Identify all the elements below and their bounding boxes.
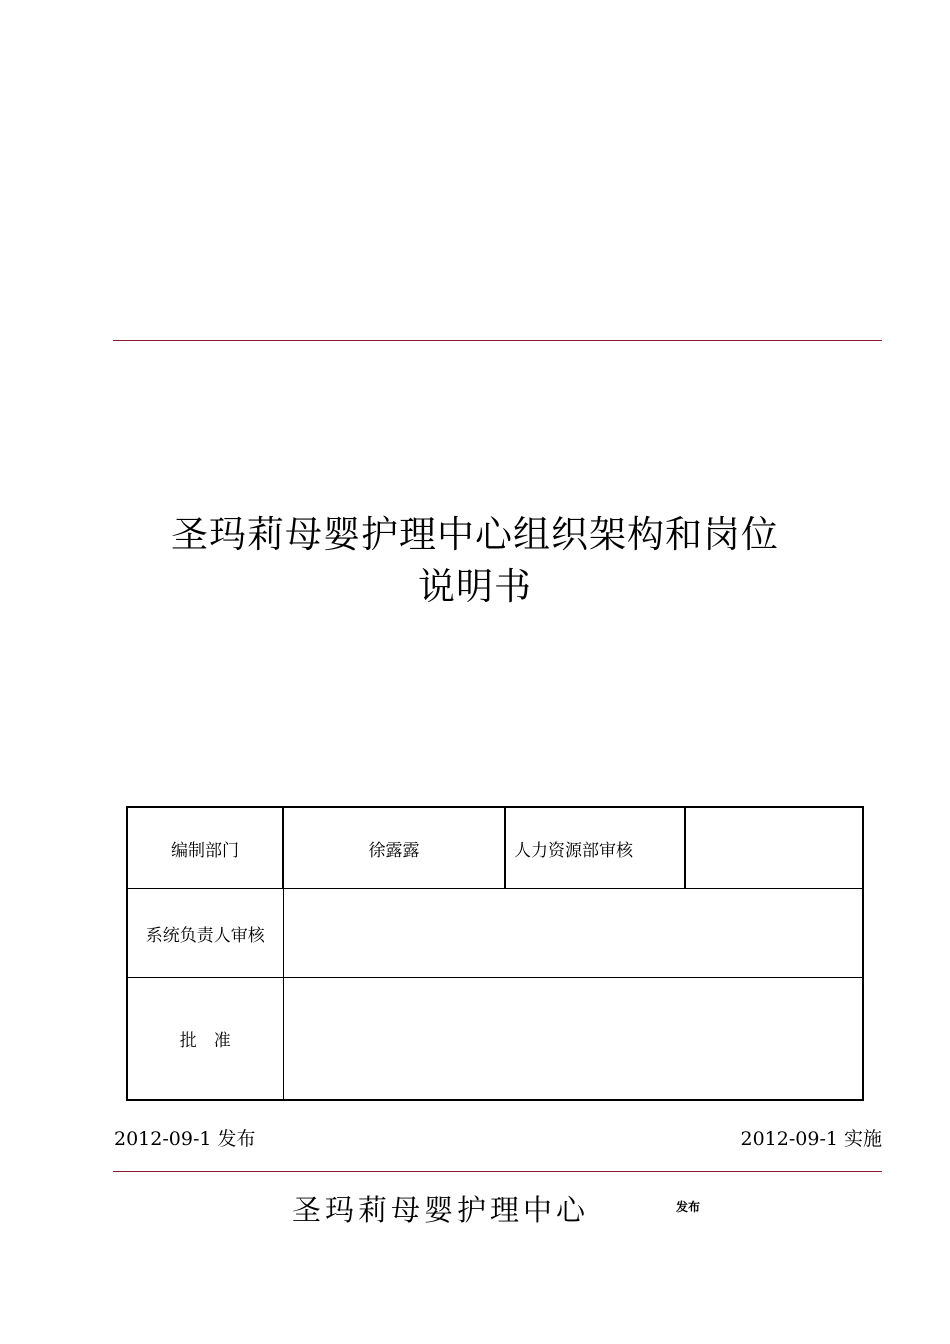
top-rule xyxy=(113,340,882,341)
bottom-rule xyxy=(113,1171,882,1172)
table-row xyxy=(127,807,863,889)
hr-review-value xyxy=(685,807,863,889)
effective-date: 2012-09-1 实施 xyxy=(740,1128,882,1150)
table-row xyxy=(127,889,863,978)
compiling-dept-label: 编制部门 xyxy=(127,807,283,889)
approval-value xyxy=(283,978,863,1101)
document-title-line2: 说明书 xyxy=(418,565,532,608)
table-row xyxy=(127,978,863,1101)
approval-table xyxy=(126,806,864,1101)
system-owner-review-value xyxy=(283,889,863,978)
publisher-suffix: 发布 xyxy=(676,1200,701,1214)
hr-review-label: 人力资源部审核 xyxy=(505,807,685,889)
compiling-dept-value: 徐露露 xyxy=(283,807,505,889)
approval-label: 批 准 xyxy=(127,978,283,1101)
release-date: 2012-09-1 发布 xyxy=(114,1128,256,1150)
publisher-name: 圣玛莉母婴护理中心 xyxy=(292,1193,590,1227)
document-title-line1: 圣玛莉母婴护理中心组织架构和岗位 xyxy=(171,513,779,556)
system-owner-review-label: 系统负责人审核 xyxy=(127,889,283,978)
